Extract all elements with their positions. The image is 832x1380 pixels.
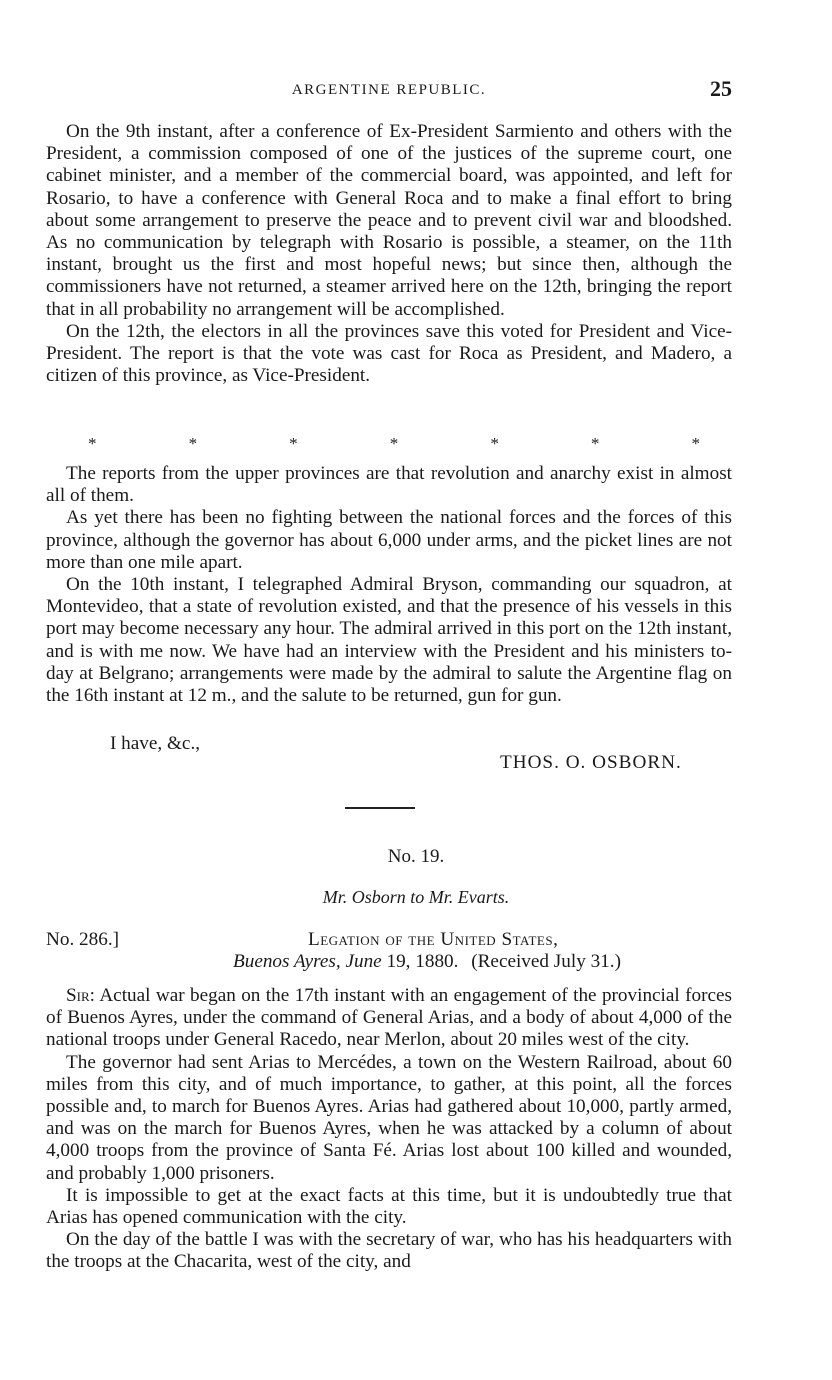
ellipsis-stars	[46, 434, 732, 456]
dateline	[233, 951, 621, 973]
letter-body-middle	[46, 463, 732, 707]
document-heading: Mr. Osborn to Mr. Evarts.	[322, 887, 510, 907]
paragraph: On the day of the battle I was with the secretary of war, who has his headquarters with the troops at the Chacarita, west of the city, and	[46, 1229, 732, 1273]
dateline-day-year: 19, 1880.	[386, 951, 459, 972]
star-mark: *	[691, 434, 700, 453]
running-title: ARGENTINE REPUBLIC.	[291, 82, 487, 98]
star-mark: *	[289, 434, 298, 453]
paragraph: As yet there has been no fighting between the national forces and the forces of this province, although the governor has about 6,000 under arms, and the picket lines are not more than one mile apart.	[46, 507, 732, 573]
star-mark: *	[590, 434, 600, 453]
letter-body-top	[46, 121, 732, 387]
star-mark: *	[88, 434, 97, 453]
star-mark: *	[490, 434, 499, 453]
salutation: Sir	[66, 985, 90, 1006]
paragraph-text: : Actual war began on the 17th instant with an engagement of the provincial forces of Buenos Ayres, under the command of General Arias, and a body of about 4,000 of the national troops under General Racedo, near Merlon, about 20 miles west of the city.	[46, 985, 732, 1051]
dateline-place: Buenos Ayres,	[233, 951, 341, 972]
section-divider	[345, 807, 415, 809]
star-mark: *	[188, 434, 198, 453]
paragraph: The reports from the upper provinces are that revolution and anarchy exist in almost all of them.	[46, 463, 732, 507]
paragraph: On the 10th instant, I telegraphed Admiral Bryson, commanding our squadron, at Montevideo, that a state of revolution existed, and that the presence of his vessels in this port may become necessary any hour. The admiral arrived in this port on the 12th instant, and is with me now. We have had an interview with the President and his ministers to-day at Belgrano; arrangements were made by the admiral to salute the Argentine flag on the 16th instant at 12 m., and the salute to be returned, gun for gun.	[46, 574, 732, 707]
signature: THOS. O. OSBORN.	[500, 752, 682, 773]
star-mark: *	[389, 434, 399, 453]
closing-line: I have, &c.,	[110, 733, 201, 754]
paragraph: On the 9th instant, after a conference of Ex-President Sarmiento and others with the President, a commission composed of one of the justices of the supreme court, one cabinet minister, and a member of the commercial board, was appointed, and left for Rosario, to have a conference with General Roca and to make a final effort to bring about some arrangement to preserve the peace and to prevent civil war and bloodshed. As no communication by telegraph with Rosario is possible, a steamer, on the 11th instant, brought us the first and most hopeful news; but since then, although the commissioners have not returned, a steamer arrived here on the 12th, bringing the report that in all probability no arrangement will be accomplished.	[46, 121, 732, 320]
dateline-month: June	[345, 951, 382, 972]
letter-body-bottom	[46, 985, 732, 1274]
paragraph-salutation	[46, 985, 732, 1052]
document-number: No. 19.	[387, 846, 445, 867]
running-head	[46, 76, 732, 104]
paragraph: On the 12th, the electors in all the provinces save this voted for President and Vice-President. The report is that the vote was cast for Roca as President, and Madero, a citizen of this province, as Vice-President.	[46, 320, 732, 387]
paragraph: It is impossible to get at the exact facts at this time, but it is undoubtedly true that Arias has opened communication with the city.	[46, 1184, 732, 1229]
page-number: 25	[710, 76, 732, 101]
received-date: (Received July 31.)	[471, 951, 621, 972]
paragraph: The governor had sent Arias to Mercédes, a town on the Western Railroad, about 60 miles from this city, and of much importance, to gather, at this point, all the forces possible and, to march for Buenos Ayres. Arias had gathered about 10,000, partly armed, and was on the march for Buenos Ayres, when he was attacked by a column of about 4,000 troops from the province of Santa Fé. Arias lost about 100 killed and wounded, and probably 1,000 prisoners.	[46, 1051, 732, 1184]
dispatch-number: No. 286.]	[46, 929, 120, 950]
legation-header: Legation of the United States,	[308, 929, 559, 950]
